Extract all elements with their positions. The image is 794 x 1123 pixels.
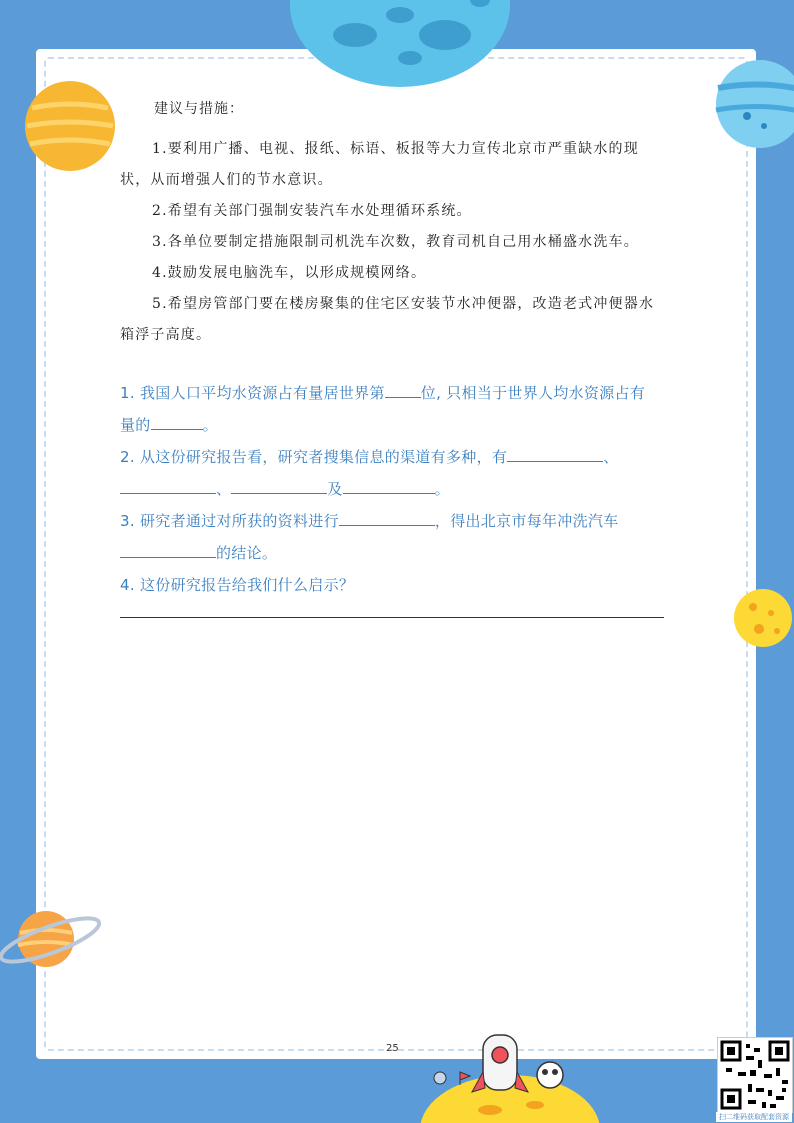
qr-caption: 扫二维码获取配套资源 [716, 1112, 792, 1122]
suggestion-item: 4.鼓励发展电脑洗车，以形成规模网络。 [152, 265, 427, 281]
question-text: 、 [216, 480, 232, 498]
page-number: 25 [386, 1043, 399, 1054]
question-3 [120, 505, 670, 569]
question-text: 位, 只相当于世界人均水资源占有 [420, 384, 646, 402]
question-text: 及 [327, 480, 343, 498]
question-text: 。 [434, 480, 450, 498]
question-text: 2. 从这份研究报告看，研究者搜集信息的渠道有多种，有 [120, 448, 508, 466]
question-text: 的结论。 [216, 544, 278, 562]
suggestion-item: 2.希望有关部门强制安装汽车水处理循环系统。 [152, 203, 472, 219]
answer-blank[interactable] [339, 511, 435, 526]
question-1 [120, 377, 670, 441]
question-text: 3. 研究者通过对所获的资料进行 [120, 512, 339, 530]
suggestions-title: 建议与措施： [154, 101, 244, 117]
question-text: 1. 我国人口平均水资源占有量居世界第 [120, 384, 385, 402]
question-2 [120, 441, 670, 505]
answer-blank[interactable] [151, 415, 203, 430]
qr-code-icon[interactable] [717, 1037, 793, 1113]
yellow-planet-icon [731, 587, 794, 649]
saturn-planet-icon [0, 905, 104, 975]
answer-blank[interactable] [231, 479, 327, 494]
answer-blank[interactable] [120, 479, 216, 494]
question-text: 、 [603, 448, 619, 466]
suggestion-item: 1.要利用广播、电视、报纸、标语、板报等大力宣传北京市严重缺水的现状，从而增强人们的节水意识。 [120, 141, 639, 188]
answer-blank[interactable] [343, 479, 435, 494]
rocket-moon-illustration-icon [420, 1010, 600, 1123]
suggestion-item: 3.各单位要制定措施限制司机洗车次数，教育司机自己用水桶盛水洗车。 [152, 234, 639, 250]
question-text: 量的 [120, 416, 151, 434]
blue-planet-icon [712, 58, 794, 150]
answer-blank[interactable] [385, 383, 421, 398]
suggestion-item: 5.希望房管部门要在楼房聚集的住宅区安装节水冲便器，改造老式冲便器水箱浮子高度。 [120, 296, 655, 343]
answer-blank[interactable] [120, 543, 216, 558]
moon-planet-icon [280, 0, 520, 90]
question-4: 4. 这份研究报告给我们什么启示？ [120, 576, 355, 594]
question-text: 。 [202, 416, 218, 434]
questions-section [120, 377, 670, 601]
answer-blank[interactable] [507, 447, 603, 462]
question-text: ，得出北京市每年冲洗汽车 [434, 512, 619, 530]
sun-planet-icon [22, 78, 118, 174]
answer-line[interactable] [120, 617, 664, 618]
suggestions-section [120, 98, 668, 351]
